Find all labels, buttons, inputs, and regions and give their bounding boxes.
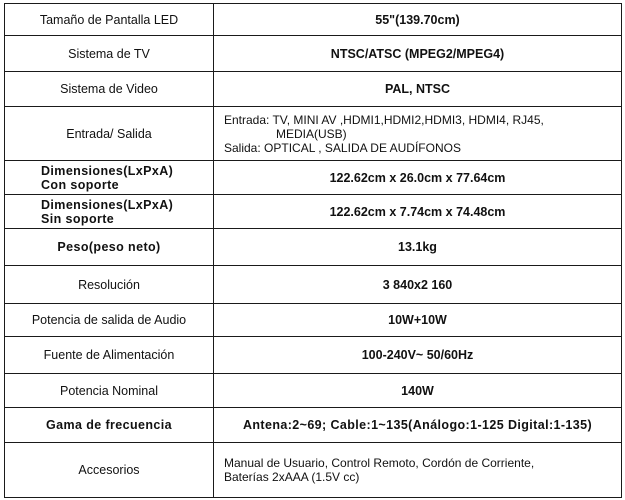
row-label: Peso(peso neto)	[5, 229, 214, 266]
value-line: MEDIA(USB)	[276, 126, 347, 141]
row-label: Sistema de Video	[5, 72, 214, 107]
table-row	[5, 72, 622, 107]
row-value: 3 840x2 160	[214, 266, 622, 304]
label-line: Dimensiones(LxPxA)	[41, 197, 174, 212]
row-label: Tamaño de Pantalla LED	[5, 4, 214, 36]
table-row	[5, 408, 622, 443]
row-value: 122.62cm x 26.0cm x 77.64cm	[214, 161, 622, 195]
row-value	[214, 443, 622, 498]
row-label: Sistema de TV	[5, 36, 214, 72]
spec-table	[4, 3, 622, 498]
row-label: Entrada/ Salida	[5, 107, 214, 161]
row-label: Fuente de Alimentación	[5, 337, 214, 374]
table-row	[5, 443, 622, 498]
row-value: PAL, NTSC	[214, 72, 622, 107]
label-line: Dimensiones(LxPxA)	[41, 163, 174, 178]
row-value: 122.62cm x 7.74cm x 74.48cm	[214, 195, 622, 229]
table-row	[5, 195, 622, 229]
table-row	[5, 36, 622, 72]
table-row	[5, 161, 622, 195]
row-label	[5, 161, 214, 195]
row-value: 10W+10W	[214, 304, 622, 337]
row-value: 140W	[214, 374, 622, 408]
row-label: Accesorios	[5, 443, 214, 498]
table-row	[5, 374, 622, 408]
table-row	[5, 304, 622, 337]
label-line: Sin soporte	[41, 211, 115, 226]
row-value: 55"(139.70cm)	[214, 4, 622, 36]
row-label: Potencia Nominal	[5, 374, 214, 408]
value-line: Entrada: TV, MINI AV ,HDMI1,HDMI2,HDMI3, HDMI4, RJ45,	[224, 112, 544, 127]
row-label: Potencia de salida de Audio	[5, 304, 214, 337]
row-value: Antena:2~69; Cable:1~135(Análogo:1-125 Digital:1-135)	[214, 408, 622, 443]
row-value: NTSC/ATSC (MPEG2/MPEG4)	[214, 36, 622, 72]
row-value	[214, 107, 622, 161]
label-line: Con soporte	[41, 177, 120, 192]
value-line: Manual de Usuario, Control Remoto, Cordón de Corriente,	[224, 456, 535, 470]
table-row	[5, 107, 622, 161]
table-row	[5, 229, 622, 266]
row-label: Gama de frecuencia	[5, 408, 214, 443]
value-line: Baterías 2xAAA (1.5V cc)	[224, 470, 360, 484]
table-row	[5, 266, 622, 304]
row-value: 100-240V~ 50/60Hz	[214, 337, 622, 374]
table-row	[5, 4, 622, 36]
row-label: Resolución	[5, 266, 214, 304]
row-label	[5, 195, 214, 229]
value-line: Salida: OPTICAL , SALIDA DE AUDÍFONOS	[224, 140, 461, 155]
row-value: 13.1kg	[214, 229, 622, 266]
table-row	[5, 337, 622, 374]
